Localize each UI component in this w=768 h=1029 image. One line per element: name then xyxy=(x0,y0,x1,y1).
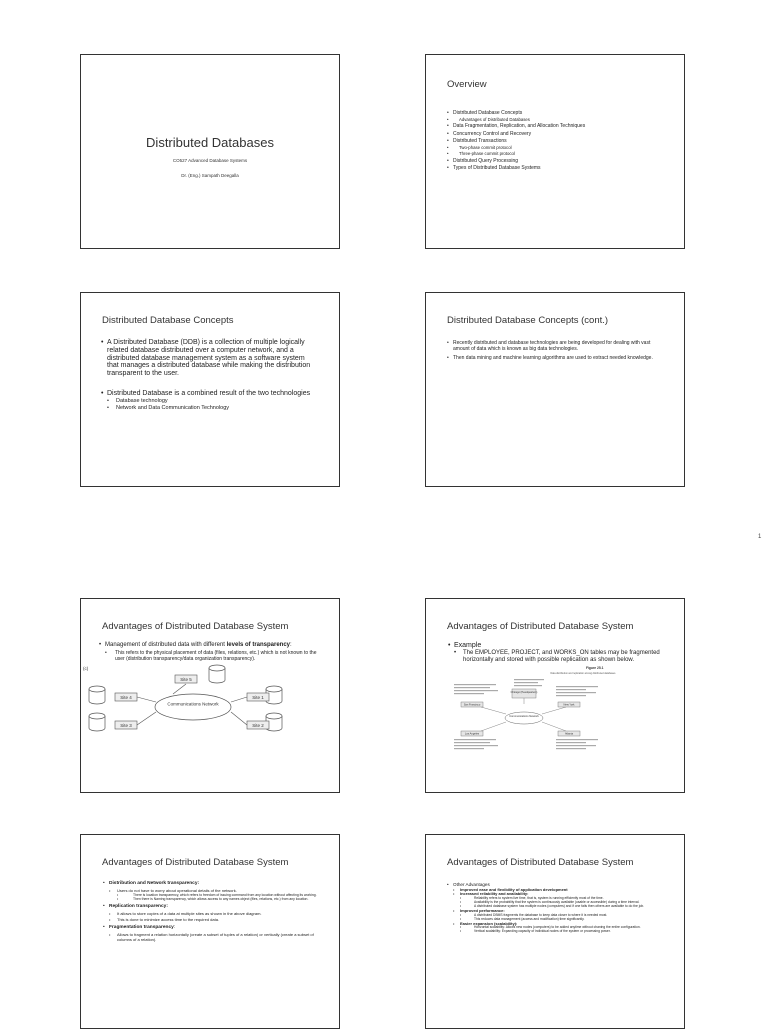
list-item: • Two-phase commit protocol xyxy=(447,145,674,151)
database-icon xyxy=(209,665,225,683)
bullet-list xyxy=(426,868,684,934)
list-item-heading: Easier expansion (scalability): xyxy=(460,920,518,926)
list-item: • Availability is the probability that the system is continuously available (usable or accessible) during a time interval. xyxy=(460,901,670,905)
bullet-list xyxy=(81,868,339,942)
slide-advantages-4 xyxy=(425,834,685,1029)
site-label: Chicago (Headquarters) xyxy=(510,690,538,694)
list-item-text: Example xyxy=(454,642,482,649)
list-item: • Allows to fragment a relation horizontally (create a subset of tuples of a relation) or vertically (create a subset of columns of a relation). xyxy=(109,932,325,942)
list-item: • Three-phase commit protocol xyxy=(447,151,674,157)
site-label: Atlanta xyxy=(564,732,574,736)
slide-advantages-1 xyxy=(80,598,340,793)
list-item: • The EMPLOYEE, PROJECT, and WORKS_ON tables may be fragmented horizontally and stored with possible replication as shown below. xyxy=(454,650,668,664)
slide-heading: Advantages of Distributed Database System xyxy=(102,621,289,632)
figure-caption: Figure 25.1 xyxy=(586,665,604,670)
slide-heading: Advantages of Distributed Database System xyxy=(447,857,634,868)
list-item xyxy=(103,904,325,922)
list-item: • It allows to store copies of a data at multiple sites as shown in the above diagram. xyxy=(109,911,325,916)
list-item: • Then there is Naming transparency, which allows access to any names object (files, relations, etc.) from any location. xyxy=(117,897,325,901)
list-item: • Reliability refers to system live time, that is, system is running efficiently most of the time. xyxy=(460,897,670,901)
slide-heading: Advantages of Distributed Database System xyxy=(102,857,289,868)
list-item-heading: Replication transparency: xyxy=(109,904,168,910)
slide-title xyxy=(80,54,340,249)
replication-figure xyxy=(426,664,616,759)
site-label: Site 4 xyxy=(120,695,132,701)
network-label: Communications Network xyxy=(167,701,219,707)
presentation-title: Distributed Databases xyxy=(146,135,274,150)
network-cloud xyxy=(155,694,231,720)
course-name: CO527 Advanced Database Systems xyxy=(172,158,248,163)
list-item xyxy=(453,922,670,935)
database-icon xyxy=(89,713,105,731)
list-item: • This reduces data management (access and modification) time significantly. xyxy=(460,918,670,922)
list-item: • Distributed Query Processing xyxy=(447,158,674,165)
slide-heading: Overview xyxy=(447,79,487,90)
list-item: • Data Fragmentation, Replication, and Allocation Techniques xyxy=(447,123,674,130)
database-icon xyxy=(89,686,105,704)
overview-list xyxy=(426,90,684,172)
list-item: • This refers to the physical placement of data (files, relations, etc.) which is not known to the user (distribution transparency/data organization transparency). xyxy=(105,651,325,663)
list-item xyxy=(103,881,325,901)
list-item: • Network and Data Communication Technology xyxy=(107,405,317,412)
list-item: • There is location transparency, which refers to freedom of issuing command from any location without affecting its working. xyxy=(117,893,325,897)
network-cloud xyxy=(505,712,543,724)
bullet-list xyxy=(426,632,684,664)
page-number: 1 xyxy=(758,534,762,540)
site-label: Los Angeles xyxy=(464,732,480,736)
list-item: • Recently distributed and database technologies are being developed for dealing with vast amount of data which is known as big data technologies. xyxy=(447,340,664,352)
site-label: Site 3 xyxy=(120,723,132,729)
list-item-text: : xyxy=(290,642,292,648)
network-label: Communications Network xyxy=(509,714,539,718)
list-item-text: : xyxy=(173,925,176,931)
author-name: Dr. (Eng.) Sampath Deegalla xyxy=(181,173,239,178)
slide-overview xyxy=(425,54,685,249)
site-label: San Francisco xyxy=(463,703,481,707)
slide-heading: Advantages of Distributed Database System xyxy=(447,621,634,632)
site-label: Site 2 xyxy=(252,723,264,729)
list-item: • Distributed Database Concepts xyxy=(447,110,674,117)
site-label: Site 1 xyxy=(252,695,264,701)
list-item xyxy=(448,642,668,664)
list-item: • Then data mining and machine learning algorithms are used to extract needed knowledge. xyxy=(447,355,664,361)
figure-label: (c) xyxy=(83,666,89,672)
list-item: • Distributed Transactions xyxy=(447,138,674,145)
list-item-text: Distributed Database is a combined result of the two technologies xyxy=(107,390,311,398)
list-item xyxy=(109,888,325,902)
list-item-heading: Improved ease and flexibility of application development xyxy=(460,886,568,892)
list-item-heading: Improved performance: xyxy=(460,907,505,913)
list-item-heading: Increased reliability and availability: xyxy=(460,891,529,897)
slide-ddb-concepts xyxy=(80,292,340,487)
list-item-text: Management of distributed data with different xyxy=(105,642,227,648)
figure-subcaption: Data distribution and replication among distributed databases. xyxy=(550,671,616,675)
list-item-text: Users do not have to worry about operational details of the network. xyxy=(117,887,237,893)
emphasis-text: levels of transparency xyxy=(226,642,291,648)
list-item: • Horizontal scalability: Allows new nodes (computers) to be added anytime without chaning the entire configuration. xyxy=(460,926,670,930)
list-item: • This is done to minimize access time to the required data. xyxy=(109,917,325,922)
list-item xyxy=(101,390,317,412)
slide-heading: Distributed Database Concepts (cont.) xyxy=(447,315,609,326)
list-item-heading: Fragmentation transparency xyxy=(109,925,174,931)
list-item: • A distributed DBMS fragments the database to keep data closer to where it is needed most. xyxy=(460,914,670,918)
list-item-heading: Distribution and Network transparency: xyxy=(109,881,200,886)
slide-ddb-concepts-cont xyxy=(425,292,685,487)
site-label: Site 5 xyxy=(180,677,192,683)
list-item xyxy=(103,925,325,942)
slide-heading: Distributed Database Concepts xyxy=(102,315,234,326)
list-item: • A distributed database system has multiple nodes (computers) and if one fails then others are available to do the job. xyxy=(460,905,670,909)
site-label: New York xyxy=(563,703,575,707)
list-item: • Advantages of Distributed Databases xyxy=(447,117,674,123)
list-item: • A Distributed Database (DDB) is a collection of multiple logically related database distributed over a computer network, and a distributed database management system as a software system that manages a distributed database while making the distribution transparent to the user. xyxy=(101,339,317,378)
list-item: • Types of Distributed Database Systems xyxy=(447,165,674,172)
list-item xyxy=(447,882,670,934)
bullet-list xyxy=(81,326,339,412)
list-item: • Database technology xyxy=(107,398,317,405)
list-item-text: Other Advantages xyxy=(453,882,490,887)
list-item: • Concurrency Control and Recovery xyxy=(447,131,674,138)
slide-advantages-2 xyxy=(425,598,685,793)
list-item xyxy=(453,892,670,909)
slide-advantages-3 xyxy=(80,834,340,1029)
bullet-list xyxy=(426,326,684,361)
list-item xyxy=(99,642,325,662)
bullet-list xyxy=(81,632,339,662)
list-item: • Vertical scalability: Expanding capacity of individual nodes of the system or processing power. xyxy=(460,930,670,934)
network-diagram xyxy=(81,662,301,742)
